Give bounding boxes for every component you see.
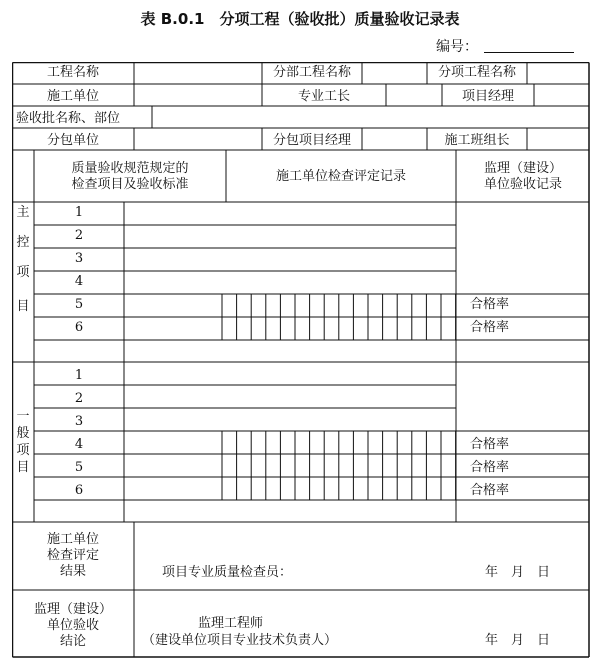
column-record: 施工单位检查评定记录 — [275, 169, 406, 184]
footer-construction-eval-line2: 检查评定 — [46, 548, 99, 563]
inspection-record-table — [12, 62, 590, 658]
footer-date: 年 月 日 — [485, 565, 551, 580]
serial-number-field[interactable] — [484, 52, 574, 53]
label-project-name: 工程名称 — [46, 65, 99, 80]
section-main-char: 主 — [16, 205, 30, 220]
general-row-number: 5 — [74, 460, 84, 475]
footer-responsible-label: （建设单位项目专业技术负责人） — [142, 633, 338, 648]
column-supervision-line2: 单位验收记录 — [483, 177, 562, 192]
label-sub-project-manager: 分包项目经理 — [272, 133, 351, 148]
general-row-number: 1 — [74, 368, 84, 383]
general-pass-rate-label: 合格率 — [470, 437, 510, 452]
general-row-number: 6 — [74, 483, 84, 498]
footer-date2: 年 月 日 — [485, 633, 551, 648]
footer-supervision-line2: 单位验收 — [46, 618, 99, 633]
section-main-char: 控 — [16, 235, 30, 250]
label-subcontractor: 分包单位 — [46, 133, 99, 148]
main-row-number: 3 — [74, 251, 84, 266]
form-title: 表 B.0.1 分项工程（验收批）质量验收记录表 — [140, 10, 460, 28]
label-sub-project-name: 分部工程名称 — [272, 65, 351, 80]
general-pass-rate-label: 合格率 — [470, 483, 510, 498]
section-general-char: 目 — [16, 460, 30, 475]
column-supervision-line1: 监理（建设） — [483, 161, 562, 176]
serial-number-label: 编号： — [436, 39, 478, 55]
section-general-char: 项 — [16, 443, 30, 458]
main-row-number: 1 — [74, 205, 84, 220]
section-general-char: 般 — [16, 426, 30, 441]
label-construction-unit: 施工单位 — [46, 89, 99, 104]
section-general-char: 一 — [16, 409, 30, 424]
section-main-char: 目 — [16, 299, 30, 314]
main-row-number: 6 — [74, 320, 84, 335]
label-item-project-name: 分项工程名称 — [437, 65, 516, 80]
general-pass-rate-label: 合格率 — [470, 460, 510, 475]
footer-engineer-label: 监理工程师 — [198, 616, 264, 631]
label-batch-name: 验收批名称、部位 — [16, 111, 121, 126]
footer-construction-eval-line3: 结果 — [59, 564, 86, 579]
section-main-char: 项 — [16, 265, 30, 280]
footer-construction-eval-line1: 施工单位 — [46, 532, 99, 547]
label-team-leader: 施工班组长 — [444, 133, 510, 148]
main-row-number: 5 — [74, 297, 84, 312]
column-standard-line1: 质量验收规范规定的 — [71, 161, 189, 176]
footer-supervision-line3: 结论 — [59, 634, 86, 649]
general-row-number: 2 — [74, 391, 84, 406]
label-foreman: 专业工长 — [297, 89, 350, 104]
column-standard-line2: 检查项目及验收标准 — [71, 177, 189, 192]
general-row-number: 3 — [74, 414, 84, 429]
general-row-number: 4 — [74, 437, 84, 452]
main-pass-rate-label: 合格率 — [470, 297, 510, 312]
label-project-manager: 项目经理 — [461, 89, 514, 104]
main-row-number: 2 — [74, 228, 84, 243]
footer-supervision-line1: 监理（建设） — [33, 602, 112, 617]
main-pass-rate-label: 合格率 — [470, 320, 510, 335]
footer-inspector-label: 项目专业质量检查员： — [162, 565, 293, 580]
main-row-number: 4 — [74, 274, 84, 289]
